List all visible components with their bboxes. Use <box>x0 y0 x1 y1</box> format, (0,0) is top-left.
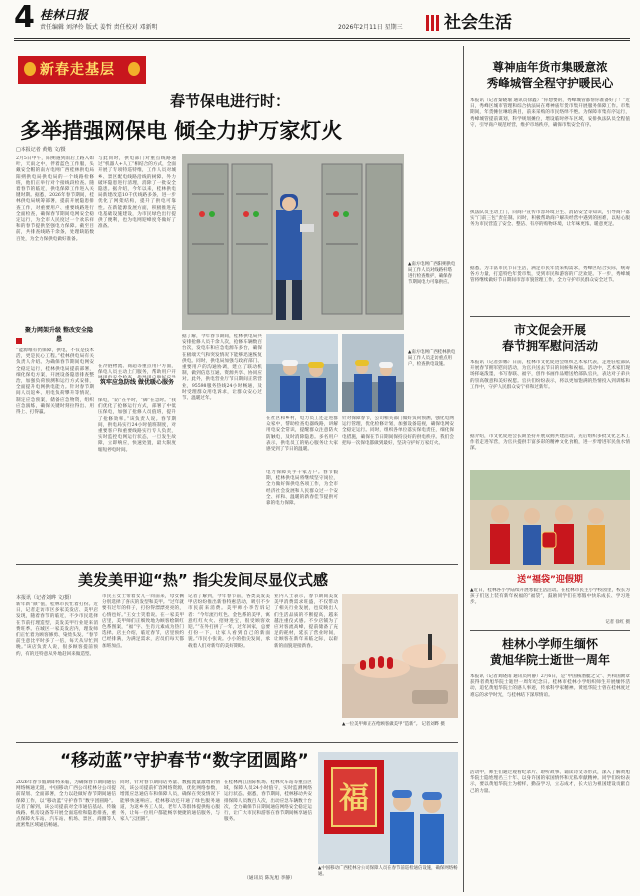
page-header <box>0 0 640 46</box>
main-col2-text: 与此同时，供电部门对重点线路通过“机器人+人工”相结合的方式，全面开展了专项特巡特维，工作人员对城乡、景区配电线路沿线的树障、外力破坏隐患进行清理，消除了一批安全隐患。据介绍，今年以来，桂林供电局新建改造10千伏线路多条，进一步优化了网架结构，提升了供电可靠性。在新能源发展方面，积极推进充电基础设施建设，为市民绿色出行提供了便利，也为电网迎峰度冬做好了准备。 <box>98 156 176 230</box>
beauty-caption: ▲一位美甲师正在给顾客做美甲“造新”。 记者刘晔 摄 <box>342 722 445 727</box>
main-col4-text: 在社区和乡村，电力员工还走进群众家中，帮助检查电器线路，讲解用电安全常识，提醒群众注意防火防触电，及时消除隐患。多名用户表示，供电员工的贴心服务让大家感受到了节日的温暖。 <box>266 416 338 453</box>
right-body-2b: 据介绍，市文化促进会长期坚持开展双拥共建活动，先后组织多批文化艺术工作者走进军营，为官兵提供丰富多彩的精神文化食粮，进一步增进军民鱼水情深。 <box>470 434 630 452</box>
section-bar <box>426 15 429 31</box>
main-col5-text: 针对保障春节，公司相关部门做好负荷预测，强化电网运行管理，优化检修计划，加强设备巡视，确保电网安全稳定运行。同时，组织各单位落实保电责任，细化保电措施，确保在节日期间保持良好的供电秩序。我们会把每一次保电都做到最好，坚决守护好万家灯火。 <box>342 416 454 446</box>
right-headline-2b: 春节拥军慰问活动 <box>501 339 598 353</box>
banner-title: 新春走基层 <box>40 62 115 78</box>
right-headline-3b: 黄旭华院士逝世一周年 <box>489 653 610 667</box>
substation-illustration <box>182 154 404 330</box>
right-headline-1b: 秀峰城管全程守护暖民心 <box>486 76 614 90</box>
main-kicker: 春节保电进行时： <box>170 92 291 110</box>
mobile-workers-illustration <box>318 752 458 864</box>
main-col2b-text: 在冷链物流、商超等重点用户方面，保电人员主动上门服务，帮助用户开 <box>98 364 176 376</box>
workers-illustration-2 <box>342 334 404 412</box>
editor-line: 责任编辑 刘泽伶 版式 姜哲 责任校对 邓新明 <box>40 24 158 31</box>
main-col1-text: 2月5日中午，阳朔遇到雨后上路入如叶，天雨之中，伴着蓝色工作服，头戴安全帽的南方电网广西桂林供电局阳朔供电局供电局的一个线路检修班，他们正举行对个接线段检查。随着春节的临近，供电保障工作进入关键时期。据悉，2026年春节期间，桂林供电局统筹部署，提前开展隐患排查工作，对重要用户、重要线路进行全面检查，确保春节期间电网安全稳定运行，为全市人民度过一个欢乐祥和的春节提供坚强电力保障。截至目前，共排查线路千余条，处理缺陷数百处，为全力保供电做好准备。 <box>16 156 94 242</box>
right-headline-1a: 尊神庙年货市集暖意浓 <box>492 60 608 74</box>
mobile-headline: “移动蓝”守护春节“数字团圆路” <box>60 751 309 771</box>
right-rule-1 <box>470 316 630 317</box>
right-body-1: 本报讯（记者秦晓瑜 通讯员徐鑫）“你想要的，秀峰城管都帮你准备好了！”近日，秀峰区城市管理和综合执法局在尊神庙年货市集开展服务保障工作。市集期间，年货摊位琳琅满目，前来采购的市民络绎不绝。为保障市集有序运行，秀峰城管提前谋划，科学规划摊位，增设临时停车区域，安排执法队员全程值守，引导商户规范经营，维护市场秩序，确保市集安全有序。 <box>470 98 630 128</box>
beauty-col2-text: 市民王女士带着女儿一同前来，母女俩分别选择了喜庆的发型和美甲。“过年就要有过年的样子，打扮得漂漂亮亮的，心情也好。”王女士笑着说。在一家美甲店里，美甲师们正细致地为顾客绘制红色系图案，“福”字、生肖元素成为热门选择。店主介绍，临近春节，店里预约已经排满，为满足需求，店员们每天都加班加点。 <box>102 594 184 649</box>
masthead-logo: 桂林日报 <box>40 8 89 22</box>
banner-lantern-left <box>24 62 36 76</box>
right-welcome-title: 送“福袋”迎假期 <box>517 575 583 585</box>
main-subhead-1: 聚力网架升级 整改安全隐患 <box>24 327 94 343</box>
spring-banner <box>18 56 146 84</box>
beauty-bottom-rule <box>16 742 458 743</box>
main-sub1-marker <box>16 338 22 344</box>
beauty-byline: 本报讯（记者刘晔 文/摄） <box>16 595 75 601</box>
beauty-headline: 美发美甲迎“热” 指尖发间尽显仪式感 <box>78 571 328 589</box>
main-col2c-text: 保电，“防”在平时，“御”在急时。“我们优化了抢修运行方式，部署了中低压保电，加强了抢修人员值班，提升了抢修效率。”该负责人说。春节期间，供电局实行24小时值班制度，对重要客户和重要线路实行专人负责，实时监控电网运行状态，一旦发生故障，立即响应，快速处置，最大限度缩短停电时间。 <box>98 398 176 453</box>
page-number: 4 <box>14 0 35 35</box>
section-bar-3 <box>436 15 439 31</box>
beauty-col4-text: 业内人士表示，春节期间美发美甲消费需求旺盛，不仅带动了相关行业发展，也反映出人们生活品质的不断提高，越来越注重仪式感。不少店铺为了应对客流高峰，提前储备了充足的耗材，延长了营业时间，让顾客在新年来临之际，以崭新的面貌迎接新春。 <box>274 594 338 649</box>
right-column-rule <box>463 46 464 892</box>
mobile-caption: ▲中国移动广西桂林分公司保障人员在春节前巡检通信设施，确保网络畅通。 <box>318 866 458 877</box>
mobile-byline: （通讯员 陈先旭 李静） <box>244 876 296 881</box>
beauty-col1-text: 新年新“颜”值，桂林市民忙着打扮。近日，记者走访市区多家美发店、美甲店发现，随着春节的临近，不少市民选择在节前打理造型，美发美甲行业迎来消费旺季。在城区一家美发店内，理发师们正忙着为顾客修剪、染烫头发。“春节前生意比平时多了一倍，每天从早忙到晚。”该店负责人说，很多顾客提前预约，有的还特意从外地赶回来做造型。 <box>16 602 98 657</box>
main-byline: □本报记者 黄勉 文/摄 <box>16 147 66 153</box>
main-photo-substation <box>182 154 404 330</box>
beauty-col3-text: 记者了解到，今年春节前，各类美发美甲店纷纷推出新春特惠活动，吸引不少市民前来消费。美甲师小李告诉记者：“今年流行红色、金色系的美甲，寓意红红火火、招财进宝，很受顾客欢迎。”“在外打拼了一年，过年回家，总要打扮一下，让家人看到自己的新面貌。”市民小张说。小小的指尖发间，承载着人们对新年的美好期盼。 <box>188 594 270 649</box>
issue-date: 2026年2月11日 星期三 <box>338 24 403 31</box>
right-body-3b: 活动中，师生们通过观看纪录片、聆听故事、诵读诗文等形式，深入了解黄旭华院士隐姓埋名三十年、以身许国的家国情怀和无私奉献精神。同学们纷纷表示，要以黄旭华院士为榜样，勤奋学习，立志成才，长大后为祖国建设贡献自己的力量。 <box>470 770 630 794</box>
svg-text:福: 福 <box>339 781 369 816</box>
mobile-col2-text: 同时，针对春节期间话务量、数据流量激增的情况，该公司提前扩容网络资源，优化网络参数，增派应急通信车和保障人员，确保在突发情况下能够快速响应。桂林移动还开通了绿色服务通道，为返乡务工人员、老年人等群体提供贴心服务，让每一位用户都能畅享便捷的通信服务，与家人“云团圆”。 <box>120 780 220 823</box>
main-bottom-rule <box>16 564 458 565</box>
banner-lantern-right <box>128 62 140 76</box>
main-caption-2: ▲南方电网广西桂林供电局工作人员走访重点用户，检查供电设施。 <box>408 350 456 367</box>
section-bar-2 <box>431 15 434 31</box>
main-col3-text: 据了解，今年春节期间，桂林供电局共安排抢修人员千余人次，抢修车辆数百台次，发电车和应急电源车多台，确保在极端天气和突发情况下能够迅速恢复供电。同时，供电局加强与政府部门、重要用户的沟通协调，建立了联动机制，做到信息互通、资源共享、协同应对。此外，供电营业厅节日期间正常营业，95598服务热线24小时畅通，及时受理群众用电诉求，让群众安心过节、温暖过年。 <box>182 334 262 402</box>
beauty-photo-manicure <box>342 594 458 718</box>
right-photo-fudai <box>470 470 630 570</box>
right-welcome-credit: 记者 徐红 摄 <box>605 620 630 625</box>
right-body-3: 本报讯（记者刘晓雨 通讯员何静）2月6日，是“中国核潜艇之父”、共和国勋章获得者黄旭华院士逝世一周年纪念日。桂林市桂林小学组织师生开展缅怀活动，追忆黄旭华院士的感人事迹，传承科学家精神。黄旭华院士曾在桂林度过难忘的求学时光，与桂林结下深厚情谊。 <box>470 674 630 698</box>
main-headline: 多举措强网保电 倾全力护万家灯火 <box>20 119 343 143</box>
right-headline-3a: 桂林小学师生缅怀 <box>501 637 598 651</box>
right-body-1b: 执法队员主动上门，向商户宣传市容环境卫生、消防安全等知识，引导商户落实“门前三包”责任制。同时，积极帮助商户解决经营中遇到的困难，以贴心服务为市民营造了安全、整洁、有序的购物环境，让年味更浓、暖意更足。 <box>470 210 630 228</box>
workers-illustration-1 <box>266 334 338 412</box>
right-welcome-body: ▲近日，桂林各小学陆续开展寒假生活活动。在桂林市民主小学校园里，校长为孩子们送上装有新年祝福的“福袋”，鼓励同学们在寒假中快乐成长、学习进步。 <box>470 588 630 606</box>
manicure-illustration <box>342 594 458 718</box>
section-title: 社会生活 <box>444 13 512 33</box>
right-headline-2a: 市文促会开展 <box>513 323 586 337</box>
main-subhead-2: 筑牢应急防线 做优暖心服务 <box>99 379 175 386</box>
fudai-illustration <box>470 470 630 570</box>
mobile-photo <box>318 752 458 864</box>
main-col1b-text: “能源唯有仍保障，供电，不仅是技术活，更是民心工程。”桂林供电局有关负责人介绍。为确保春节期间电网安全稳定运行，桂林供电局提前部署，细化保电方案，开展设备隐患排查整治，加强负荷预测和运行方式安排，全面提升电网供电能力。针对春节期间人员返乡、用电负荷攀升等情况，制定应急预案，储备应急物资，组织应急演练，确保关键时刻拉得出、用得上、打得赢。 <box>16 348 94 416</box>
main-photo-workers-2 <box>342 334 404 412</box>
main-caption-1: ▲南方电网广西阳朔供电局工作人员对线路杆塔进行检查维护，确保春节期间电力可靠供应。 <box>408 262 456 285</box>
main-col4b-text: 电力保障关乎千家万户。春节假期，桂林供电局将继续坚守岗位，全力做好保供电各项工作，为全市经济社会发展和人民群众过一个安全、祥和、温暖的新春佳节提供可靠的电力保障。 <box>266 470 338 507</box>
right-body-1c: 据悉，为丰富市民节日生活，满足市民年货采购需求，秀峰区结合实际，统筹各方力量，打造特色年货市集，受到市民和游客的广泛欢迎。下一步，秀峰城管将继续做好节日期间市容市貌管理工作，全力守护市民群众安全过节。 <box>470 266 630 284</box>
main-photo-workers-1 <box>266 334 338 412</box>
header-rule-2 <box>14 40 630 41</box>
right-rule-2 <box>470 630 630 631</box>
header-rule <box>14 38 630 39</box>
mobile-col3-text: 在桂林两江国际机场、桂林火车站等重点区域，保障人员24小时值守，实时监测网络运行状态。据悉，春节期间，桂林移动共安排保障人员数百人次，出动应急车辆数十台次，全力确保节日期间通信网络安全稳定运行，让广大市民和游客在春节期间畅享通信服务。 <box>224 780 312 823</box>
mobile-col1-text: 2026年春节假期即将来临，为确保春节期间通信网络畅通无阻，中国移动广西公司桂林分公司提前谋划、全面部署，全力以赴做好春节期间通信保障工作，以“移动蓝”守护春节“数字团圆路”。记者了解到，该公司提前对全市通信基站、传输线路、机房设备等开展全面巡检和隐患排查，重点保障火车站、汽车站、机场、景区、商圈等人流密集区域通信畅通。 <box>16 780 116 829</box>
right-body-2: 本报讯（记者彭娜）日前，桂林市文化促进会组织艺术家代表，走进驻桂部队开展春节拥军慰问活动，为官兵送去节日的问候和祝福。活动中，艺术家们现场挥毫泼墨，书写春联、福字，创作书画作品赠送给部队官兵，表达对子弟兵的崇高敬意和美好祝愿。官兵们纷纷表示，将以更加饱满的热情投入到训练和工作中，守护人民群众安宁祥和过新年。 <box>470 360 630 390</box>
